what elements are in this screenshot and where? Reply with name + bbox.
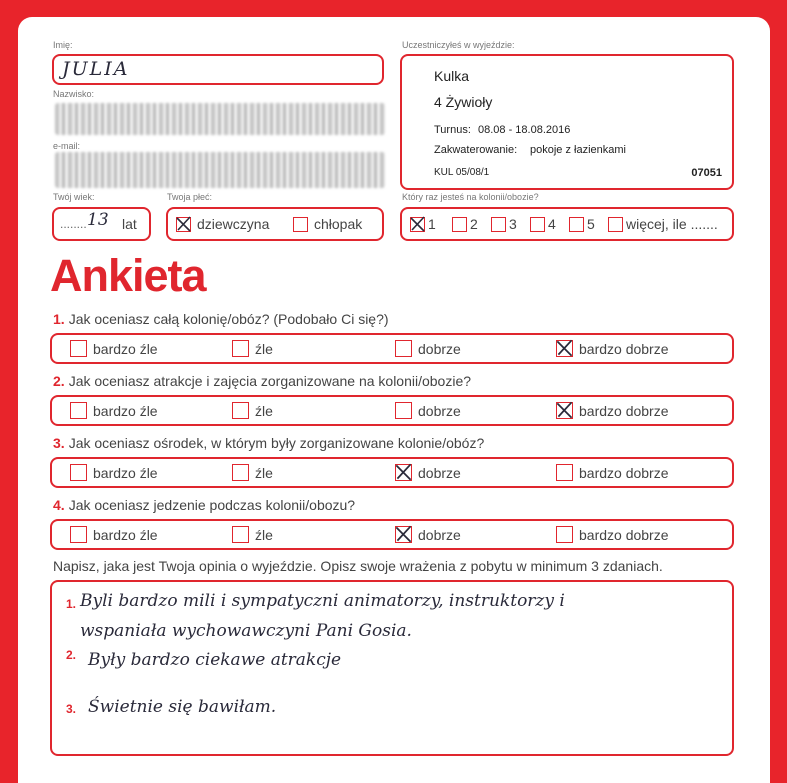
times-label-4: 4 [548,216,556,232]
checkmark-icon [393,461,415,483]
question-1-text [53,311,389,327]
accommodation-value: pokoje z łazienkami [530,144,626,156]
rating-checkbox[interactable] [556,526,573,543]
trip-name: Kulka [434,68,470,84]
name-label: Imię: [53,40,73,50]
rating-label: dobrze [418,340,461,357]
rating-checkbox[interactable] [556,340,573,357]
opinion-number-2: 2. [66,648,77,662]
rating-label: bardzo dobrze [579,402,669,419]
gender-option-boy[interactable] [293,209,362,239]
rating-label: źle [255,340,273,357]
rating-checkbox[interactable] [556,464,573,481]
checkmark-icon [554,399,576,421]
times-checkbox-2[interactable] [452,217,467,232]
opinion-number-3: 3. [66,702,77,716]
name-value: JULIA [62,58,130,80]
gender-label-girl: dziewczyna [197,216,270,232]
gender-option-girl[interactable] [176,209,269,239]
opinion-line-2: wspaniała wychowawczyni Pani Gosia. [80,621,412,641]
age-dots: ........ [60,217,87,231]
accommodation-label: Zakwaterowanie: [434,144,518,156]
rating-checkbox[interactable] [70,340,87,357]
rating-checkbox[interactable] [395,340,412,357]
times-checkbox-3[interactable] [491,217,506,232]
age-label: Twój wiek: [53,192,95,202]
question-4-options [50,519,734,550]
question-number: 2. [53,373,65,389]
surname-label: Nazwisko: [53,89,95,99]
times-checkbox-1[interactable] [410,217,425,232]
name-field[interactable] [52,54,384,85]
times-option-3[interactable] [491,209,517,239]
times-label-5: 5 [587,216,595,232]
rating-checkbox[interactable] [395,464,412,481]
rating-label: źle [255,526,273,543]
rating-label: bardzo źle [93,464,158,481]
checkmark-icon [174,214,194,234]
rating-option[interactable] [70,521,158,548]
rating-option[interactable] [556,459,669,486]
rating-label: bardzo dobrze [579,340,669,357]
rating-option[interactable] [232,397,273,424]
question-4-text [53,497,355,513]
rating-label: dobrze [418,526,461,543]
age-unit: lat [122,216,137,232]
rating-label: dobrze [418,464,461,481]
rating-checkbox[interactable] [70,526,87,543]
times-checkbox-5[interactable] [569,217,584,232]
times-label-1: 1 [428,216,436,232]
trip-number: 07051 [691,167,722,179]
rating-option[interactable] [70,335,158,362]
rating-option[interactable] [232,459,273,486]
turnus-value: 08.08 - 18.08.2016 [478,124,571,136]
page-title: Ankieta [50,250,206,301]
rating-checkbox[interactable] [232,526,249,543]
rating-checkbox[interactable] [395,526,412,543]
times-option-4[interactable] [530,209,556,239]
rating-option[interactable] [395,397,461,424]
question-number: 3. [53,435,65,451]
rating-label: bardzo dobrze [579,464,669,481]
question-number: 4. [53,497,65,513]
rating-option[interactable] [232,335,273,362]
participant-label: Uczestniczyłeś w wyjeździe: [402,40,515,50]
times-checkbox-4[interactable] [530,217,545,232]
rating-option[interactable] [556,335,669,362]
times-label: Który raz jesteś na kolonii/obozie? [402,192,539,202]
gender-label: Twoja płeć: [167,192,213,202]
rating-label: źle [255,402,273,419]
age-value: 13 [87,210,109,230]
rating-option[interactable] [556,397,669,424]
question-label: Jak oceniasz atrakcje i zajęcia zorganizowane na kolonii/obozie? [68,373,472,389]
rating-option[interactable] [556,521,669,548]
opinion-line-3: Były bardzo ciekawe atrakcje [88,650,342,670]
gender-checkbox-boy[interactable] [293,217,308,232]
rating-checkbox[interactable] [232,464,249,481]
rating-checkbox[interactable] [556,402,573,419]
times-checkbox-more[interactable] [608,217,623,232]
rating-label: bardzo dobrze [579,526,669,543]
rating-option[interactable] [232,521,273,548]
question-3-options [50,457,734,488]
opinion-line-1: Byli bardzo mili i sympatyczni animatorzy, instruktorzy i [80,591,565,611]
age-field[interactable] [52,207,151,241]
trip-code: KUL 05/08/1 [434,167,490,178]
question-3-text [53,435,484,451]
gender-label-boy: chłopak [314,216,363,232]
trip-program: 4 Żywioły [434,94,493,110]
email-redacted [55,152,385,188]
rating-option[interactable] [395,521,461,548]
rating-label: źle [255,464,273,481]
question-number: 1. [53,311,65,327]
checkmark-icon [554,337,576,359]
surname-redacted [55,103,385,135]
turnus-label: Turnus: [434,124,471,136]
rating-checkbox[interactable] [395,402,412,419]
gender-checkbox-girl[interactable] [176,217,191,232]
rating-checkbox[interactable] [232,340,249,357]
times-label-3: 3 [509,216,517,232]
times-option-5[interactable] [569,209,595,239]
times-label-2: 2 [470,216,478,232]
question-label: Jak oceniasz jedzenie podczas kolonii/obozu? [68,497,356,513]
rating-option[interactable] [70,397,158,424]
rating-label: bardzo źle [93,526,158,543]
question-2-text [53,373,471,389]
rating-option[interactable] [395,335,461,362]
times-label-more: więcej, ile ....... [626,216,718,232]
gender-field [166,207,384,241]
question-label: Jak oceniasz całą kolonię/obóz? (Podobało Ci się?) [68,311,389,327]
opinion-prompt: Napisz, jaka jest Twoja opinia o wyjeździe. Opisz swoje wrażenia z pobytu w minimum 3 zdaniach. [53,558,663,574]
question-label: Jak oceniasz ośrodek, w którym były zorganizowane kolonie/obóz? [68,435,485,451]
rating-option[interactable] [395,459,461,486]
rating-label: bardzo źle [93,402,158,419]
rating-label: bardzo źle [93,340,158,357]
times-option-1[interactable] [410,209,436,239]
rating-checkbox[interactable] [70,402,87,419]
trip-info-box [400,54,734,190]
rating-checkbox[interactable] [70,464,87,481]
times-option-more[interactable] [608,209,718,239]
rating-label: dobrze [418,402,461,419]
question-1-options [50,333,734,364]
checkmark-icon [408,214,428,234]
question-2-options [50,395,734,426]
checkmark-icon [393,523,415,545]
email-label: e-mail: [53,141,81,151]
opinion-number-1: 1. [66,597,77,611]
opinion-line-4: Świetnie się bawiłam. [88,697,277,717]
rating-option[interactable] [70,459,158,486]
times-option-2[interactable] [452,209,478,239]
rating-checkbox[interactable] [232,402,249,419]
times-field [400,207,734,241]
